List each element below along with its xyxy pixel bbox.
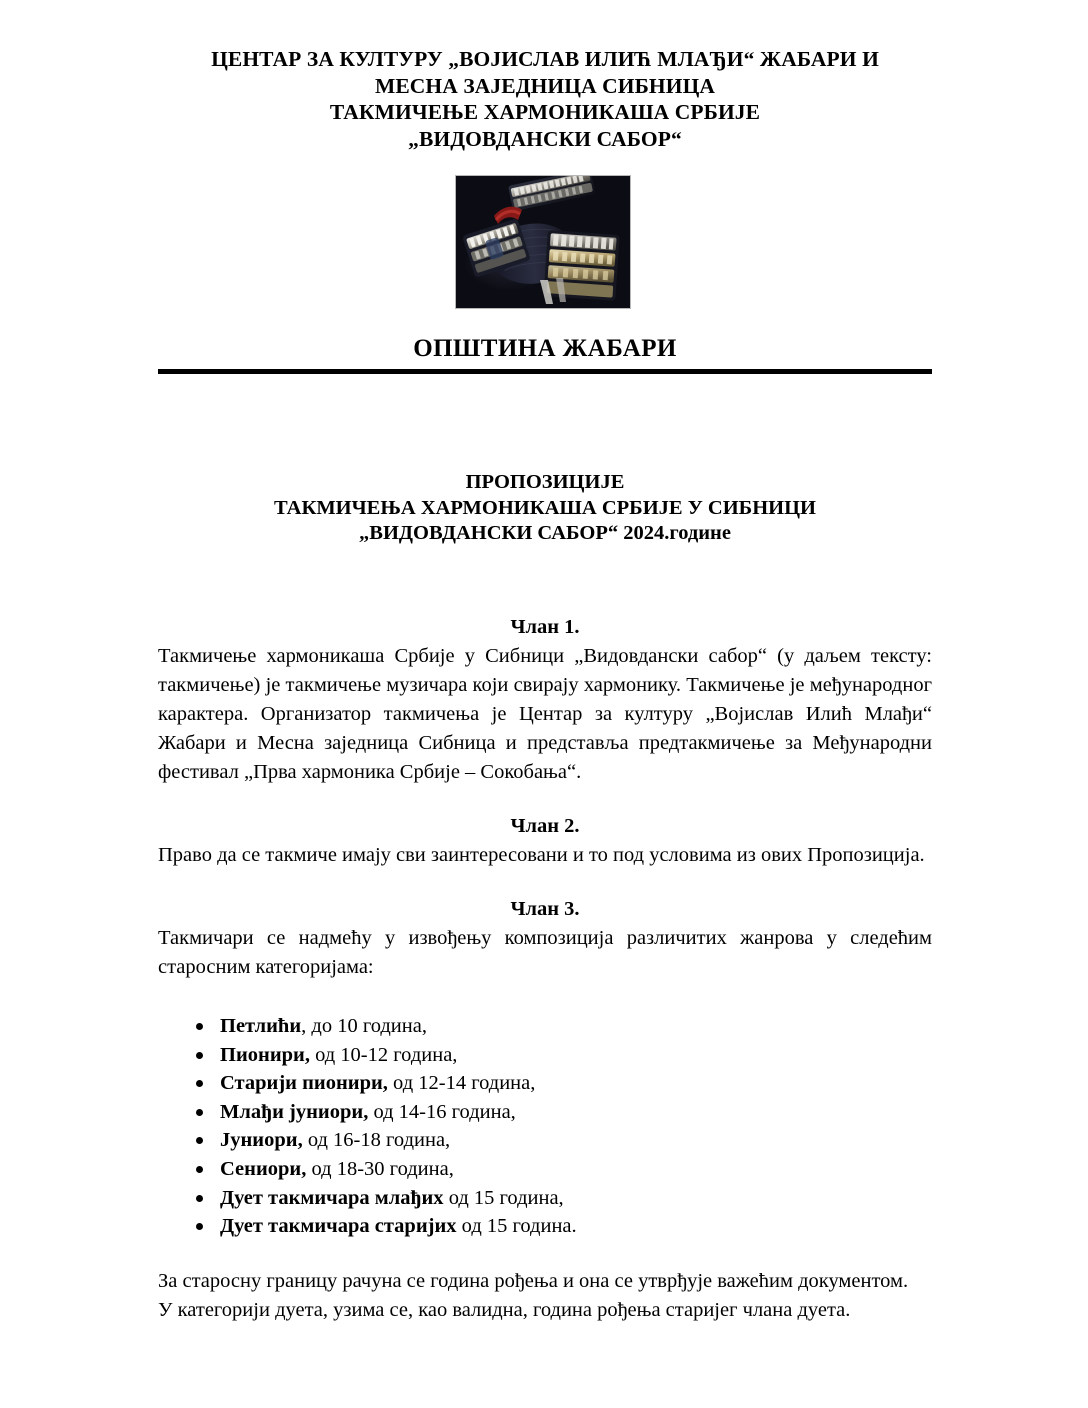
category-detail: од 18-30 година, [306, 1157, 454, 1180]
header-line-2: МЕСНА ЗАЈЕДНИЦА СИБНИЦА [374, 73, 716, 98]
category-name: Дует такмичара старијих [220, 1215, 457, 1238]
horizontal-rule [158, 369, 932, 374]
list-item [158, 1184, 932, 1213]
document-body [158, 614, 932, 1325]
category-detail: до 10 година, [306, 1015, 427, 1037]
propositions-title-line-3: „ВИДОВДАНСКИ САБОР“ 2024.године [359, 522, 731, 544]
list-item [158, 1098, 932, 1127]
category-name: Петлићи [220, 1015, 302, 1037]
category-detail: од 14-16 година, [368, 1100, 516, 1123]
accordions-photo [455, 175, 631, 309]
bullet-icon [196, 1052, 203, 1059]
article-2-text: Право да се такмиче имају сви заинтересовани и то под условима из ових Пропозиција. [158, 844, 925, 866]
document-header [158, 46, 932, 152]
category-detail: од 16-18 година, [302, 1129, 451, 1152]
header-line-4: „ВИДОВДАНСКИ САБОР“ [408, 126, 682, 151]
spacer [158, 1241, 932, 1267]
propositions-title-line-2: ТАКМИЧЕЊА ХАРМОНИКАША СРБИЈЕ У СИБНИЦИ [274, 496, 816, 519]
bullet-icon [196, 1223, 203, 1230]
category-detail: од 10-12 година, [309, 1043, 458, 1066]
spacer [158, 787, 932, 813]
spacer [158, 870, 932, 896]
list-item [158, 1041, 932, 1070]
municipality-title: ОПШТИНА ЖАБАРИ [413, 335, 677, 362]
bullet-icon [196, 1166, 203, 1173]
category-name: Јуниори, [220, 1129, 303, 1152]
article-1-heading: Члан 1. [510, 616, 580, 638]
category-name: Старији пионири, [220, 1072, 388, 1095]
category-trailing: , [301, 1015, 307, 1037]
article-2-heading: Члан 2. [510, 815, 580, 837]
closing-line-1: За старосну границу рачуна се година рођења и она се утврђује важећим документом. [158, 1269, 909, 1292]
bullet-icon [196, 1080, 203, 1087]
list-item [158, 1012, 932, 1041]
age-categories-list [158, 1012, 932, 1241]
bullet-icon [196, 1023, 203, 1030]
category-name: Дует такмичара млађих [220, 1186, 444, 1209]
category-name: Сениори, [220, 1157, 307, 1180]
article-3-text: Такмичари се надмећу у извођењу композиција различитих жанрова у следећим старосним категоријама: [158, 927, 932, 978]
category-name: Млађи јуниори, [220, 1100, 369, 1123]
accordions-photo-frame [455, 175, 631, 309]
closing-line-2: У категорији дуета, узима се, као валидна, година рођења старијег члана дуета. [158, 1298, 851, 1321]
propositions-title-line-1: ПРОПОЗИЦИЈЕ [465, 471, 625, 493]
category-detail: од 15 година, [443, 1186, 564, 1209]
category-detail: од 15 година. [456, 1215, 577, 1238]
bullet-icon [196, 1195, 203, 1202]
bullet-icon [196, 1109, 203, 1116]
spacer [158, 982, 932, 1012]
category-name: Пионири, [220, 1043, 310, 1066]
article-1-text: Такмичење хармоникаша Србије у Сибници „Видовдански сабор“ (у даљем тексту: такмичење) је такмичење музичара који свирају хармонику. Такмичење је међународног карактера. Организатор такмичења је Центар за културу „Војислав Илић Млађи“ Жабари и Месна заједница Сибница и представља предтакмичење за Међународни фестивал „Прва хармоника Србије – Сокобања“. [158, 645, 932, 783]
list-item [158, 1212, 932, 1241]
header-line-1: ЦЕНТАР ЗА КУЛТУРУ „ВОЈИСЛАВ ИЛИЋ МЛАЂИ“ ЖАБАРИ И [211, 47, 879, 71]
header-line-3: ТАКМИЧЕЊЕ ХАРМОНИКАША СРБИЈЕ [329, 100, 761, 124]
list-item [158, 1069, 932, 1098]
propositions-title [158, 470, 932, 547]
list-item [158, 1155, 932, 1184]
bullet-icon [196, 1137, 203, 1144]
article-3-heading: Члан 3. [510, 898, 580, 920]
list-item [158, 1126, 932, 1155]
category-detail: од 12-14 година, [387, 1072, 536, 1095]
